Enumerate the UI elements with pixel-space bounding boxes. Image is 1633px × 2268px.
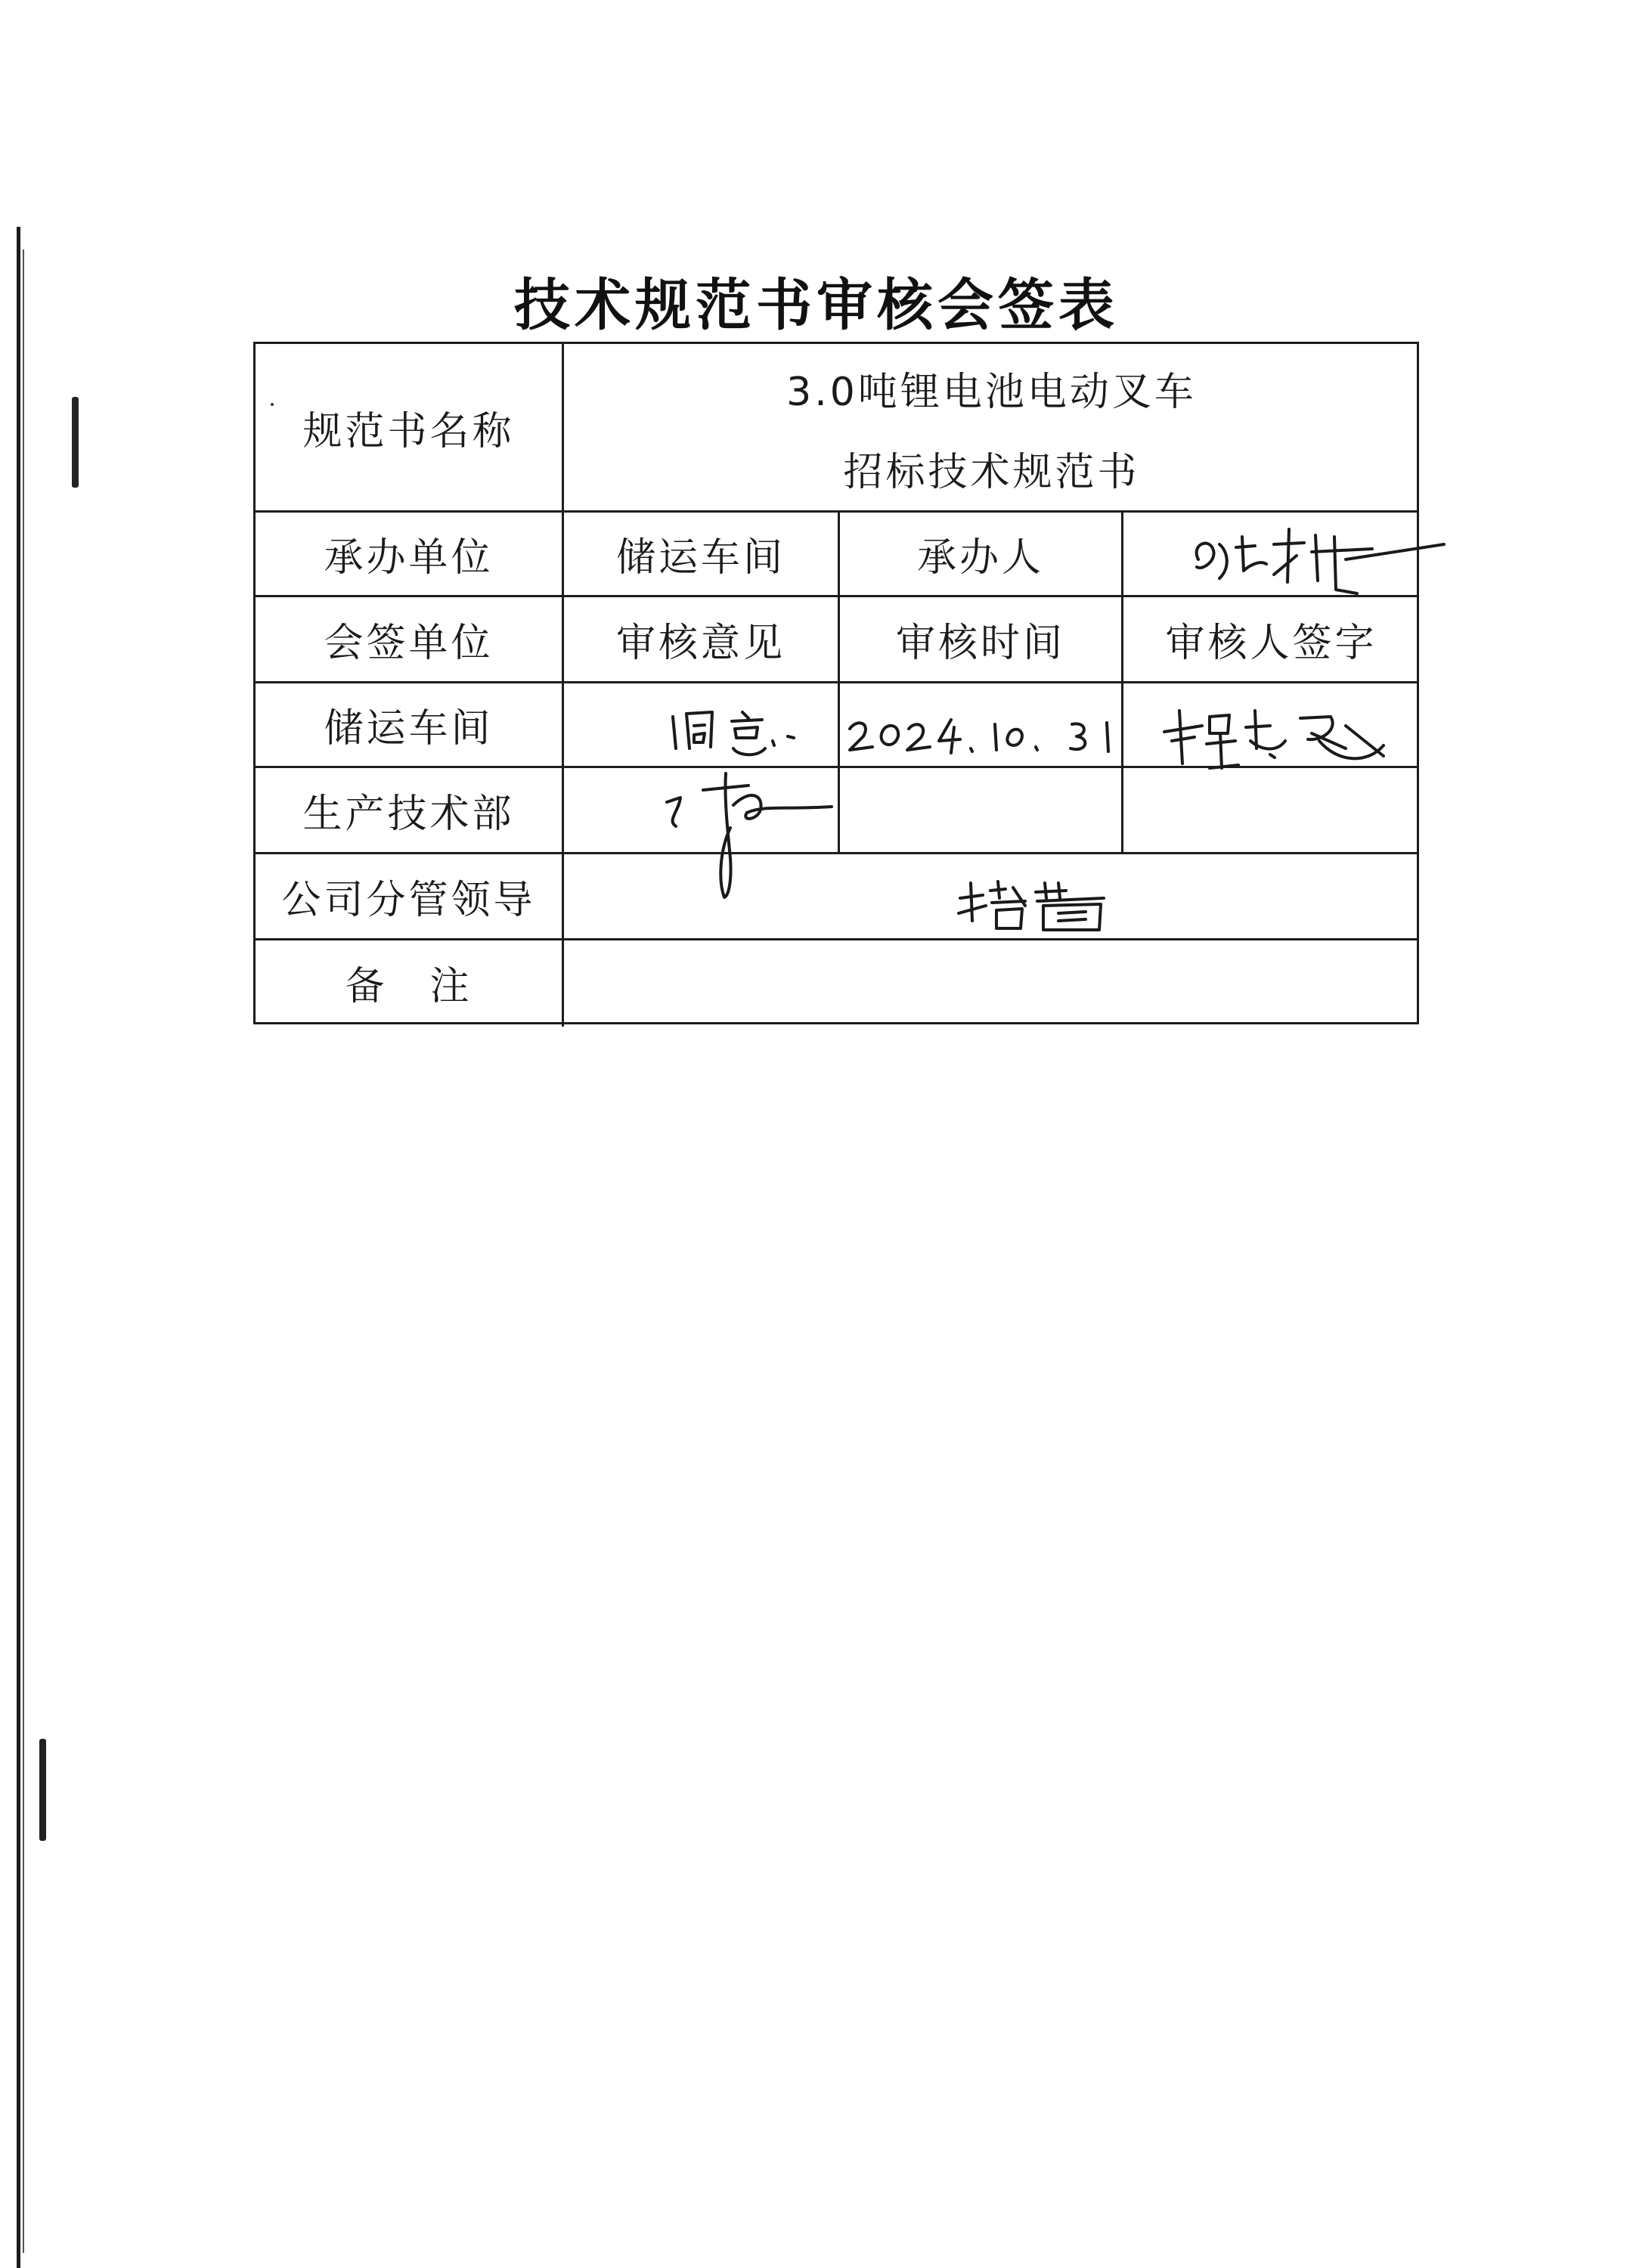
production-dept-signature [658,767,839,903]
countersign-unit-cell: 储运车间 [324,706,494,751]
handler-label: 承办人 [916,535,1044,581]
spec-name-line2: 招标技术规范书 [843,449,1140,495]
column-divider [1121,510,1123,852]
leader-label: 公司分管领导 [281,878,536,923]
binding-edge-thin [23,249,24,2253]
spec-name-label: 规范书名称 [302,408,515,454]
binding-edge [17,227,20,2268]
review-opinion-handwriting [659,703,841,764]
countersign-table [253,342,1419,1024]
staple-mark [72,397,79,488]
staple-mark [39,1739,46,1841]
spec-name-line1: 3.0吨锂电池电动叉车 [786,369,1197,415]
leader-signature [953,875,1119,936]
review-time-header: 审核时间 [895,621,1065,666]
countersign-unit-header: 会签单位 [324,621,494,666]
reviewer-signature-header: 审核人签字 [1165,621,1377,666]
review-time-handwriting [845,714,1133,759]
countersign-unit-cell: 生产技术部 [302,792,515,837]
handler-signature [1183,514,1463,597]
document-title: 技术规范书审核会签表 [514,273,1119,338]
review-opinion-header: 审核意见 [615,621,786,666]
responsible-unit-label: 承办单位 [324,535,494,581]
responsible-unit-value: 储运车间 [615,535,786,581]
remarks-label: 备 注 [345,964,473,1009]
reviewer-signature [1157,696,1399,779]
